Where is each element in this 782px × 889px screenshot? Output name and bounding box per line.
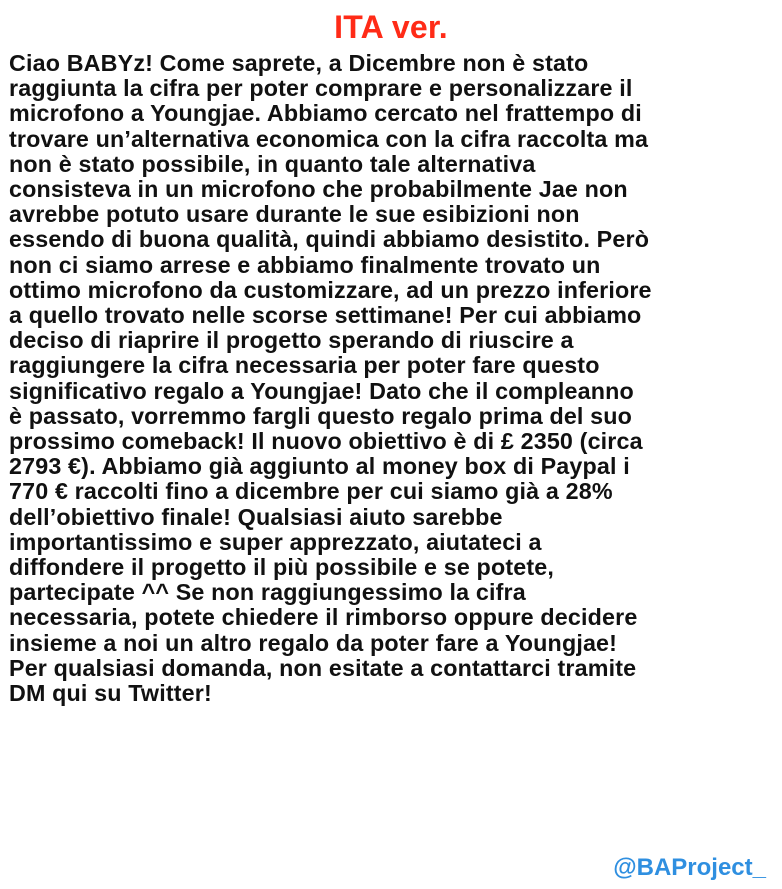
body-line: trovare un’alternativa economica con la cifra raccolta ma (9, 125, 649, 152)
body-line: è passato, vorremmo fargli questo regalo prima del suo (9, 402, 633, 429)
body-line: insieme a noi un altro regalo da poter fare a Youngjae! (9, 629, 618, 656)
page-title: ITA ver. (334, 9, 448, 45)
body-line: raggiungere la cifra necessaria per poter fare questo (9, 352, 600, 379)
body-line: diffondere il progetto il più possibile e se potete, (9, 554, 554, 581)
body-line: 2793 €). Abbiamo già aggiunto al money box di Paypal i (9, 453, 630, 480)
body-line: essendo di buona qualità, quindi abbiamo desistito. Però (9, 226, 650, 253)
body-line: non ci siamo arrese e abbiamo finalmente trovato un (9, 251, 601, 278)
body-line: significativo regalo a Youngjae! Dato che il compleanno (9, 377, 634, 404)
body-line: ottimo microfono da customizzare, ad un prezzo inferiore (9, 276, 652, 303)
body-line: consisteva in un microfono che probabilmente Jae non (9, 176, 628, 203)
body-line: Per qualsiasi domanda, non esitate a contattarci tramite (9, 654, 637, 681)
body-line: deciso di riaprire il progetto sperando di riuscire a (9, 327, 574, 354)
body-line: 770 € raccolti fino a dicembre per cui siamo già a 28% (9, 478, 613, 505)
body-line: DM qui su Twitter! (9, 680, 212, 707)
body-line: dell’obiettivo finale! Qualsiasi aiuto sarebbe (9, 503, 503, 530)
body-line: microfono a Youngjae. Abbiamo cercato nel frattempo di (9, 100, 642, 127)
body-line: raggiunta la cifra per poter comprare e personalizzare il (9, 75, 633, 102)
twitter-handle[interactable]: @BAProject_ (613, 854, 766, 881)
body-line: avrebbe potuto usare durante le sue esibizioni non (9, 201, 580, 228)
body-line: Ciao BABYz! Come saprete, a Dicembre non è stato (9, 50, 589, 76)
body-line: non è stato possibile, in quanto tale alternativa (9, 150, 536, 177)
body-line: a quello trovato nelle scorse settimane! Per cui abbiamo (9, 302, 642, 329)
body-line: partecipate ^^ Se non raggiungessimo la cifra (9, 579, 526, 606)
announcement-body (9, 51, 775, 706)
body-line: necessaria, potete chiedere il rimborso oppure decidere (9, 604, 638, 631)
body-line: importantissimo e super apprezzato, aiutateci a (9, 528, 542, 555)
body-line: prossimo comeback! Il nuovo obiettivo è di £ 2350 (circa (9, 428, 643, 455)
